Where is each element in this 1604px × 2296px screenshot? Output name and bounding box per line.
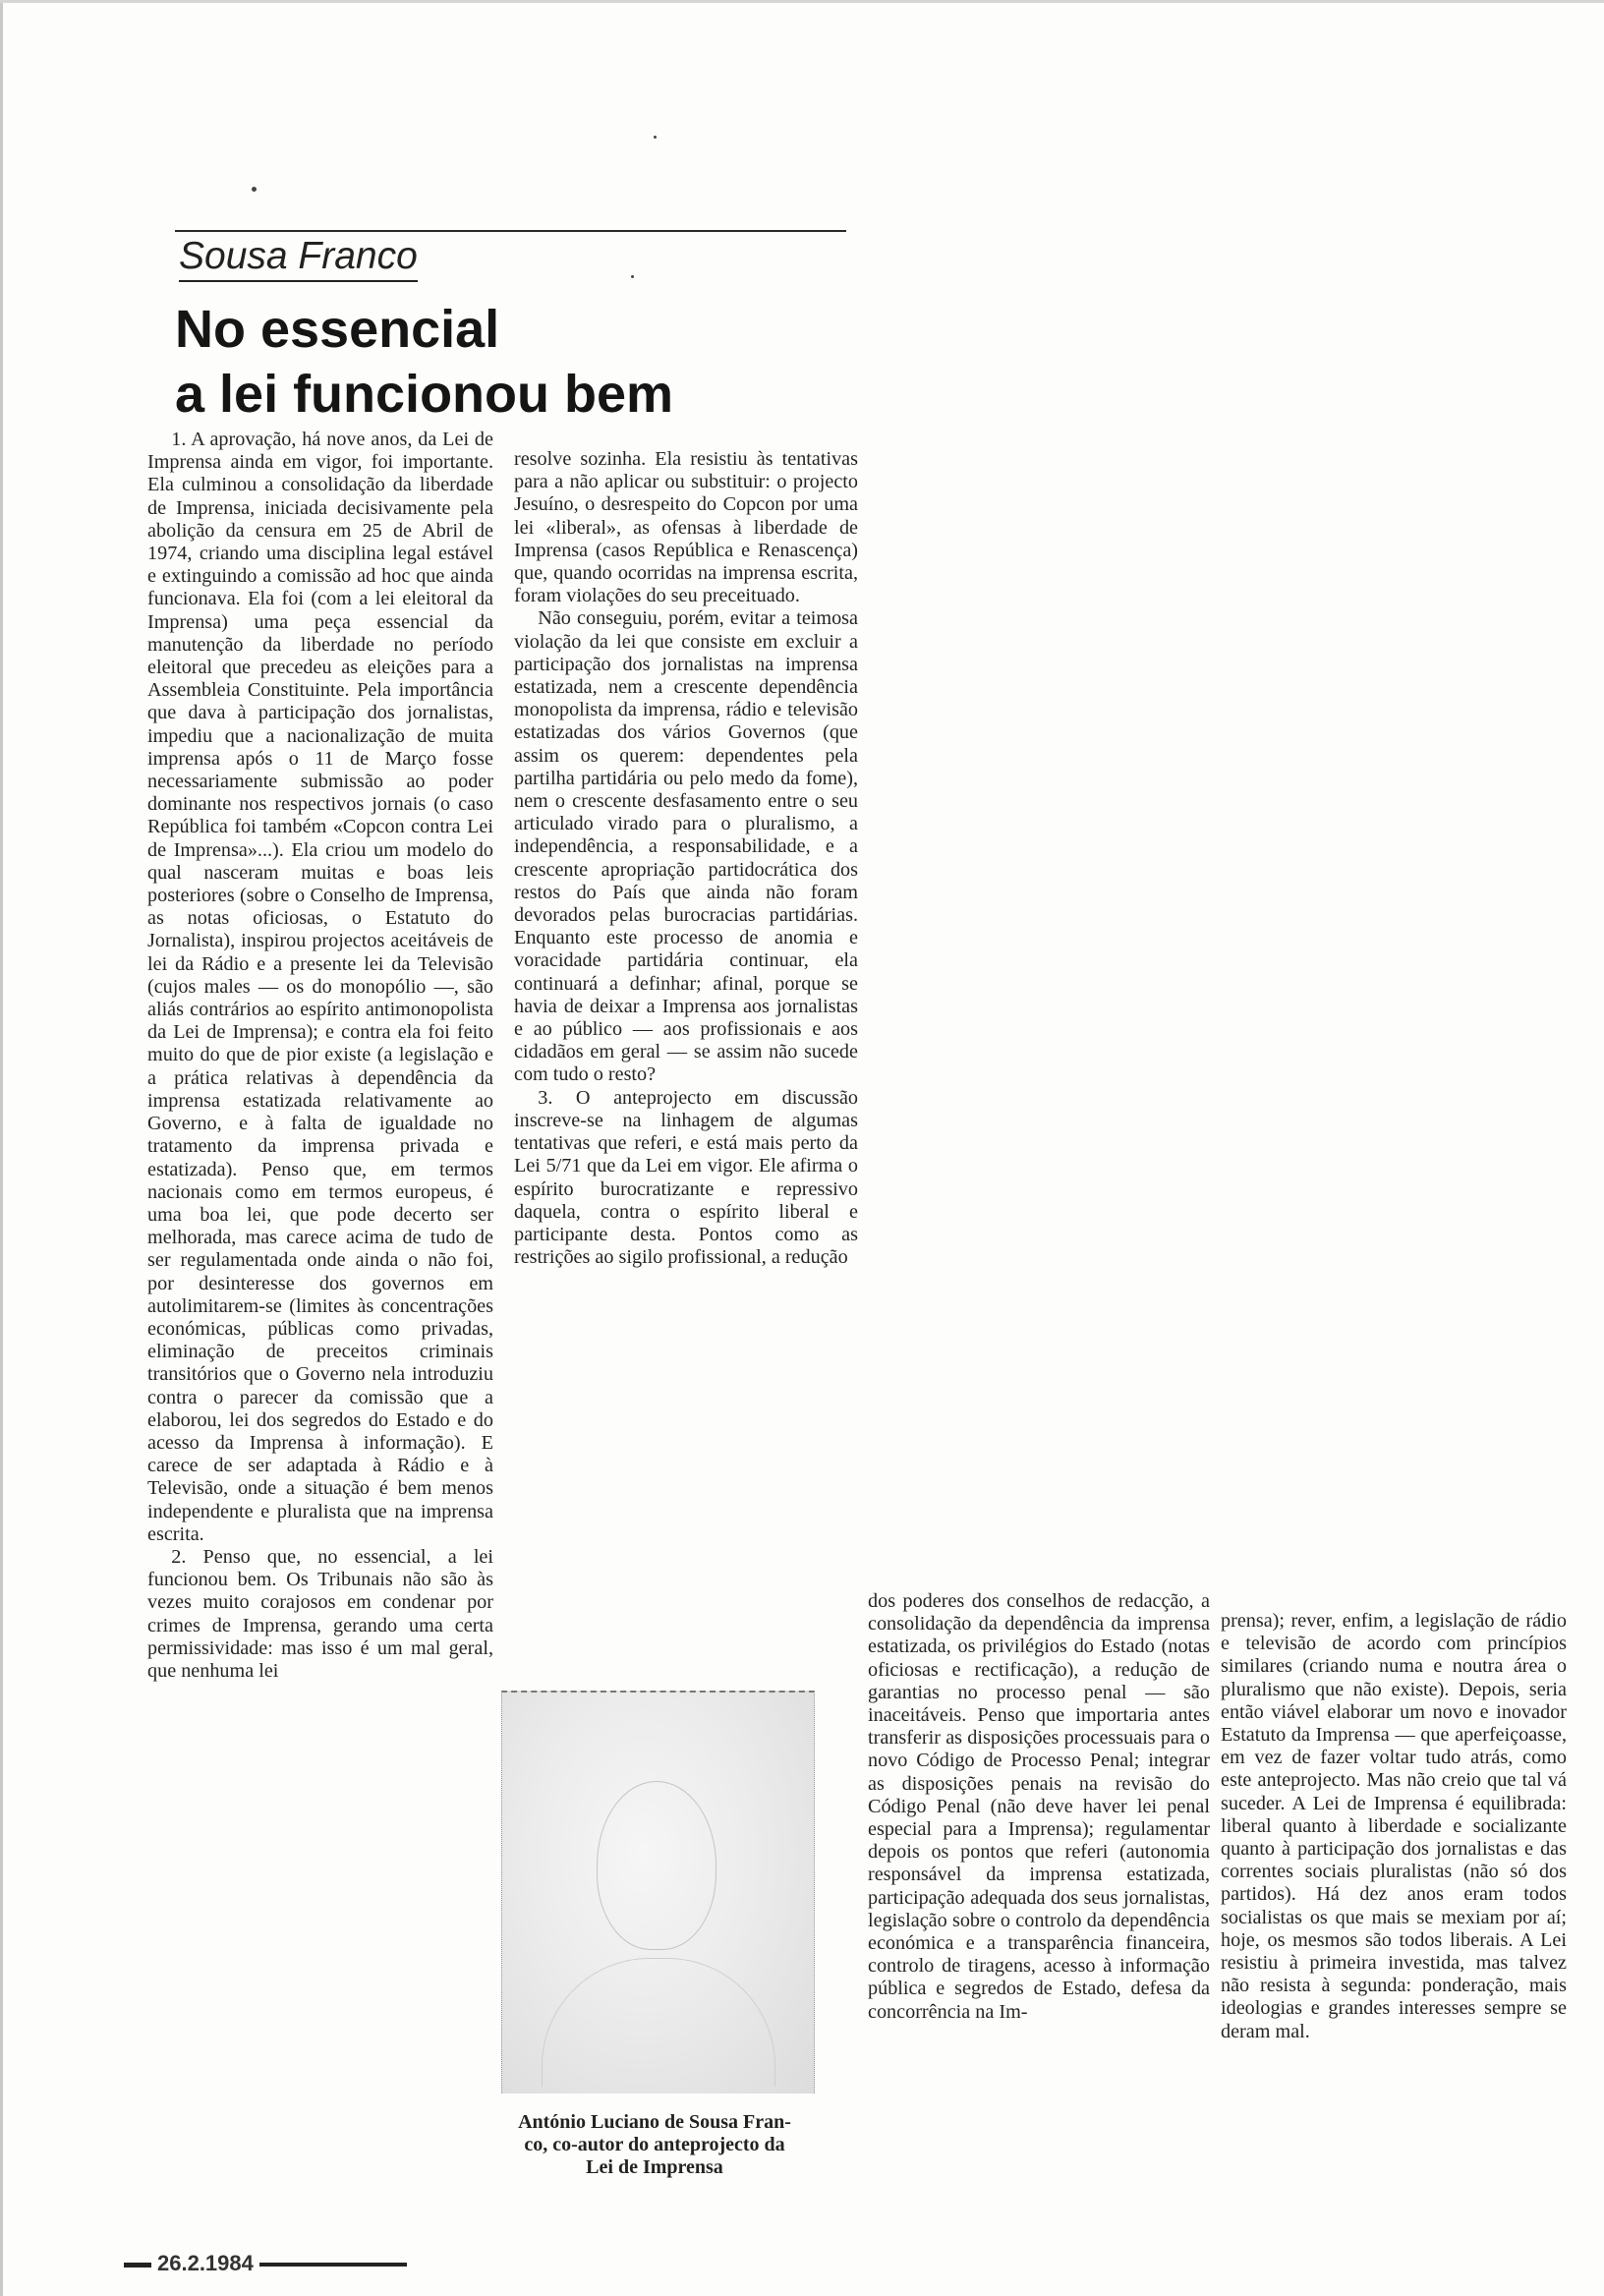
author-kicker: Sousa Franco — [179, 236, 418, 282]
page-top-edge — [0, 0, 1604, 3]
paragraph: Não conseguiu, porém, evitar a teimosa violação da lei que consiste em excluir a participação dos jornalistas na imprensa estatizada, nem a crescente dependência monopolista da imprensa, rádio e televisão estatizadas dos vários Governos (que assim os querem: dependentes pela partilha partidária ou pelo medo da fome), nem o crescente desfasamento entre o seu articulado virado para o pluralismo, a independência, a responsabilidade, e a crescente apropriação partidocrática dos restos do País que ainda não foram devorados pelas burocracias partidárias. Enquanto este processo de anomia e voracidade partidária continuar, ela continuará a definhar; afinal, porque se havia de deixar a Imprensa aos jornalistas e ao público — aos profissionais e aos cidadãos em geral — se assim não sucede com tudo o resto? — [514, 607, 858, 1086]
paragraph: 3. O anteprojecto em discussão inscreve-se na linhagem de algumas tentativas que referi, e está mais perto da Lei 5/71 que da Lei em vigor. Ele afirma o espírito burocratizante e repressivo daquela, contra o espírito liberal e participante desta. Pontos como as restrições ao sigilo profissional, a redução — [514, 1086, 858, 1269]
headline-line-2: a lei funcionou bem — [175, 365, 674, 424]
portrait-face — [597, 1781, 716, 1950]
page-left-edge — [0, 0, 3, 2296]
publication-date: 26.2.1984 — [124, 2251, 407, 2276]
text-column-3 — [868, 1590, 1210, 2024]
photo-caption — [476, 2111, 833, 2179]
headline-line-1: No essencial — [175, 300, 500, 359]
text-column-2 — [514, 448, 858, 1269]
paragraph: dos poderes dos conselhos de redacção, a consolidação da dependência da imprensa estatizada, os privilégios do Estado (notas oficiosas e rectificação), a redução de garantias no processo penal — são inaceitáveis. Penso que importaria antes transferir as disposições processuais para o novo Código de Processo Penal; integrar as disposições penais na revisão do Código Penal (não deve haver lei penal especial para a Imprensa); regulamentar depois os pontos que referi (autonomia responsável da imprensa estatizada, participação adequada dos seus jornalistas, legislação sobre o controlo da dependência económica e a transparência financeira, controlo de tiragens, acesso à informação pública e segredos de Estado, defesa da concorrência na Im- — [868, 1590, 1210, 2023]
text-column-1 — [147, 429, 493, 1683]
print-speck — [654, 136, 657, 139]
print-speck — [631, 275, 634, 278]
author-photo — [501, 1691, 815, 2094]
text-column-4 — [1221, 1610, 1567, 2043]
paragraph: 2. Penso que, no essencial, a lei funcionou bem. Os Tribunais não são às vezes muito corajosos em condenar por crimes de Imprensa, gerando uma certa permissividade: mas isso é um mal geral, que nenhuma lei — [147, 1545, 493, 1682]
paragraph: resolve sozinha. Ela resistiu às tentativas para a não aplicar ou substituir: o projecto Jesuíno, o desrespeito do Copcon por uma lei «liberal», as ofensas à liberdade de Imprensa (casos República e Renascença) que, quando ocorridas na imprensa escrita, foram violações do seu preceituado. — [514, 448, 858, 607]
portrait-shoulders — [542, 1958, 775, 2087]
paragraph: 1. A aprovação, há nove anos, da Lei de Imprensa ainda em vigor, foi importante. Ela culminou a consolidação da liberdade de Imprensa, iniciada decisivamente pela abolição da censura em 25 de Abril de 1974, criando uma disciplina legal estável e extinguindo a comissão ad hoc que ainda funcionava. Ela foi (com a lei eleitoral da Imprensa) uma peça essencial da manutenção da liberdade no período eleitoral que precedeu as eleições para a Assembleia Constituinte. Pela importância que dava à participação dos jornalistas, impediu que a nacionalização de muita imprensa após o 11 de Março fosse necessariamente submissão ao poder dominante nos respectivos jornais (o caso República foi também «Copcon contra Lei de Imprensa»...). Ela criou um modelo do qual nasceram muitas e boas leis posteriores (sobre o Conselho de Imprensa, as notas oficiosas, o Estatuto do Jornalista), inspirou projectos aceitáveis de lei da Rádio e a presente lei da Televisão (cujos males — os do monopólio —, são aliás contrários ao espírito antimonopolista da Lei de Imprensa); e contra ela foi feito muito do que de pior existe (a legislação e a prática relativas à dependência da imprensa estatizada relativamente ao Governo, e à falta de igualdade no tratamento da imprensa privada e estatizada). Penso que, em termos nacionais como em termos europeus, é uma boa lei, que pode decerto ser melhorada, mas carece acima de tudo de ser regulamentada onde ainda o não foi, por desinteresse dos governos em autolimitarem-se (limites às concentrações económicas, públicas como privadas, eliminação de preceitos criminais transitórios que o Governo nela introduziu contra o parecer da comissão que a elaborou, lei dos segredos do Estado e do acesso da Imprensa à informação). E carece de ser adaptada à Rádio e à Televisão, onde a situação é bem menos independente e pluralista que na imprensa escrita. — [147, 429, 493, 1545]
header-rule — [175, 230, 846, 232]
print-speck — [252, 187, 257, 192]
caption-line: co, co-autor do anteprojecto da — [524, 2134, 785, 2155]
paragraph: prensa); rever, enfim, a legislação de rádio e televisão de acordo com princípios similares (criando numa e noutra área o pluralismo que não existe). Depois, seria então viável elaborar um novo e inovador Estatuto da Imprensa — que aperfeiçoasse, em vez de fazer voltar tudo atrás, como este anteprojecto. Mas não creio que tal vá suceder. A Lei de Imprensa é equilibrada: liberal quanto à liberdade e socializante quanto à participação dos jornalistas e das correntes sociais pluralistas (não só dos partidos). Há dez anos eram todos socialistas os que mais se mexiam por aí; hoje, os mesmos são todos liberais. A Lei resistiu à primeira investida, mas talvez não resista à segunda: ponderação, mais ideologias e grandes interesses sempre se deram mal. — [1221, 1610, 1567, 2042]
caption-line: António Luciano de Sousa Fran- — [518, 2111, 791, 2133]
caption-line: Lei de Imprensa — [586, 2156, 723, 2178]
article-headline — [175, 297, 765, 427]
